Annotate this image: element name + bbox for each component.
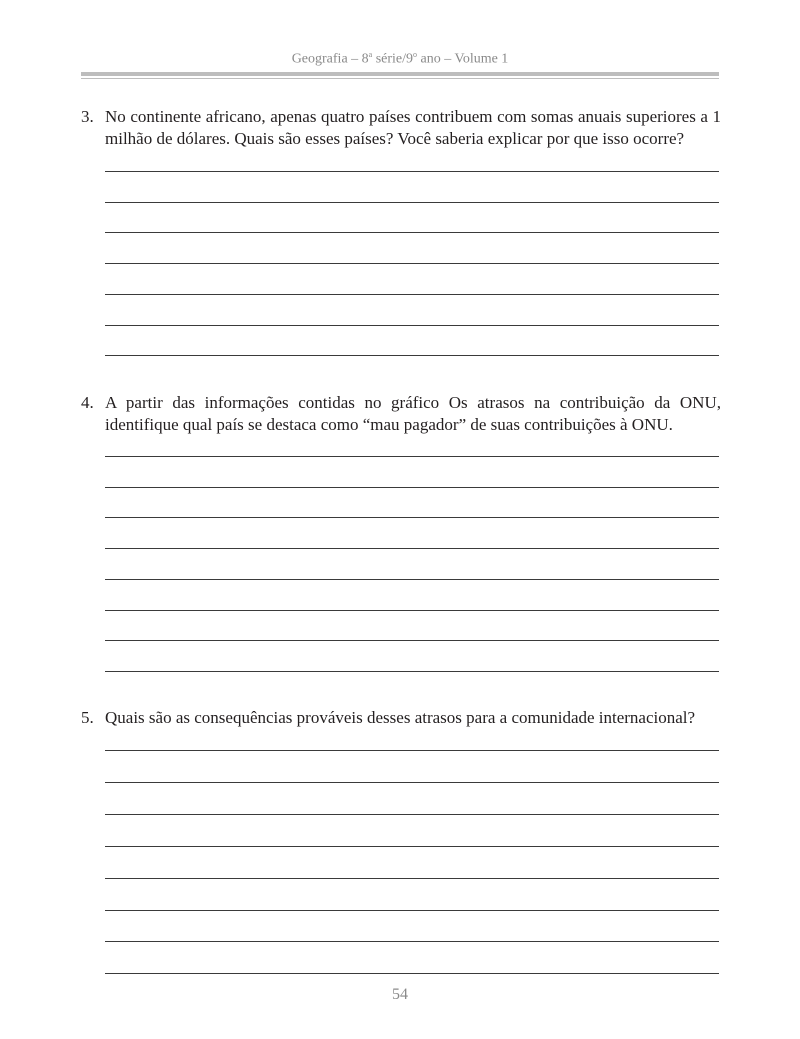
question-5 — [81, 707, 721, 729]
answer-line — [105, 232, 719, 233]
running-header: Geografia – 8$^a$ série/9$^o$ ano – Volume 1 — [291, 50, 509, 67]
answer-line — [105, 610, 719, 611]
question-4 — [81, 392, 721, 436]
page-number: 54 — [392, 986, 408, 1003]
answer-line — [105, 263, 719, 264]
answer-line — [105, 846, 719, 847]
header-rule-thin — [81, 78, 719, 79]
answer-line — [105, 325, 719, 326]
answer-line — [105, 750, 719, 751]
answer-line — [105, 202, 719, 203]
answer-line — [105, 878, 719, 879]
answer-line — [105, 910, 719, 911]
question-text: Quais são as consequências prováveis desses atrasos para a comunidade internacional? — [105, 708, 696, 727]
answer-line — [105, 548, 719, 549]
question-text: No continente africano, apenas quatro países contribuem com somas anuais superiores a 1 milhão de dólares. Quais são esses países? Você saberia explicar por que isso ocorre? — [105, 107, 721, 148]
header-rule — [81, 72, 719, 76]
answer-line — [105, 487, 719, 488]
answer-line — [105, 640, 719, 641]
answer-line — [105, 171, 719, 172]
answer-line — [105, 355, 719, 356]
question-text: A partir das informações contidas no gráfico Os atrasos na contribuição da ONU, identifique qual país se destaca como “mau pagador” de suas contribuições à ONU. — [105, 393, 721, 434]
answer-line — [105, 941, 719, 942]
answer-line — [105, 973, 719, 974]
answer-line — [105, 814, 719, 815]
question-3 — [81, 106, 721, 150]
question-number: 4. — [81, 393, 94, 412]
answer-line — [105, 517, 719, 518]
question-number: 3. — [81, 107, 94, 126]
answer-line — [105, 456, 719, 457]
answer-line — [105, 294, 719, 295]
answer-line — [105, 782, 719, 783]
answer-line — [105, 579, 719, 580]
question-number: 5. — [81, 708, 94, 727]
answer-line — [105, 671, 719, 672]
